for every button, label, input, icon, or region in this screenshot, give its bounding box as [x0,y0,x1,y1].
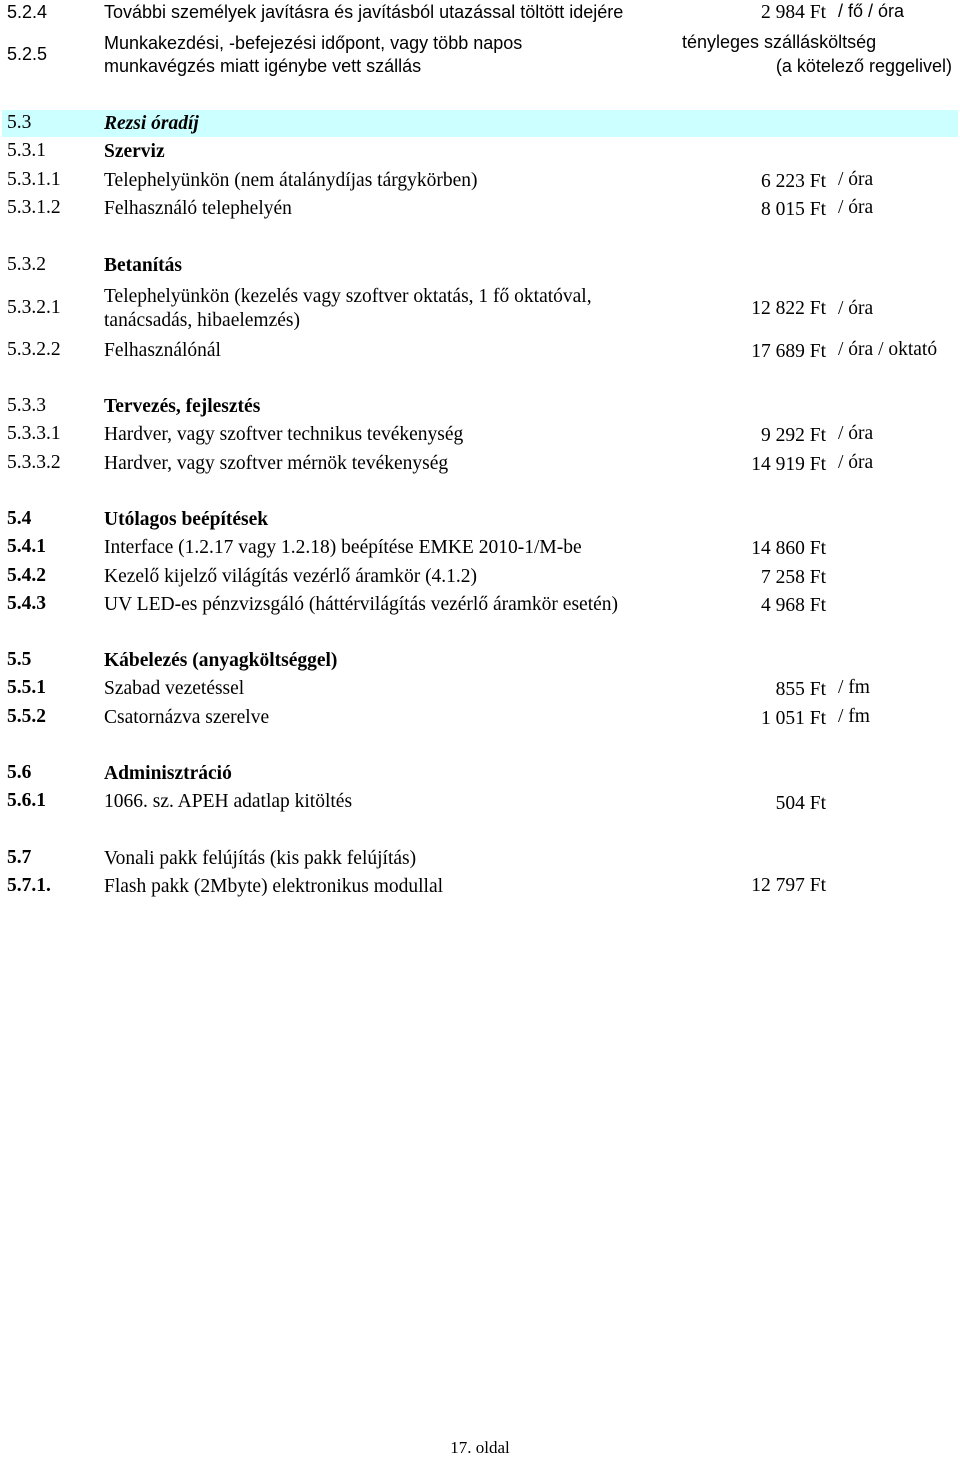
row-number: 5.3.3.2 [7,452,61,473]
row-number: 5.6 [7,762,32,783]
row-description: Csatornázva szerelve [104,707,270,728]
row-description: Felhasználónál [104,340,221,361]
row-number: 5.3.2.1 [7,297,61,318]
row-price: 17 689 Ft [751,341,826,362]
section-title: Rezsi óradíj [104,113,199,134]
row-number: 5.4.2 [7,565,46,586]
row-description: 1066. sz. APEH adatlap kitöltés [104,791,353,812]
row-number: 5.7 [7,847,32,868]
accommodation-note-line-1: tényleges szállásköltség [682,32,877,52]
row-number: 5.7.1. [7,875,51,896]
section-title: Utólagos beépítések [104,509,269,530]
row-description: További személyek javításra és javításból utazással töltött idejére [104,2,624,22]
row-number: 5.4.3 [7,593,46,614]
accommodation-note-line-2: (a kötelező reggelivel) [775,56,952,76]
row-number: 5.3.3 [7,395,46,416]
row-number: 5.3.3.1 [7,423,61,444]
row-unit: / óra [838,298,874,319]
row-unit: / fm [838,706,870,727]
section-title: Szerviz [104,141,165,162]
row-price: 14 860 Ft [751,538,826,559]
row-description: Kezelő kijelző világítás vezérlő áramkör (4.1.2) [104,566,478,587]
row-price: 12 822 Ft [751,298,826,319]
row-unit: / óra [838,452,874,473]
row-number: 5.2.4 [7,2,48,22]
row-description: Szabad vezetéssel [104,678,245,699]
row-description-line-2: munkavégzés miatt igénybe vett szállás [104,56,422,76]
row-unit: / óra [838,169,874,190]
row-unit: / óra [838,197,874,218]
row-number: 5.4 [7,508,32,529]
row-description: Flash pakk (2Mbyte) elektronikus modullal [104,876,444,897]
row-number: 5.3.1.2 [7,197,61,218]
row-price: 12 797 Ft [751,875,826,896]
row-number: 5.2.5 [7,44,48,64]
row-description: Interface (1.2.17 vagy 1.2.18) beépítése EMKE 2010-1/M-be [104,537,582,558]
row-description-line-1: Munkakezdési, -befejezési időpont, vagy több napos [104,33,523,53]
row-price: 8 015 Ft [760,199,826,220]
row-number: 5.6.1 [7,790,46,811]
row-description: UV LED-es pénzvizsgáló (háttérvilágítás vezérlő áramkör esetén) [104,594,619,615]
section-title: Tervezés, fejlesztés [104,396,261,417]
row-number: 5.5.1 [7,677,46,698]
row-unit: / fő / óra [838,1,905,21]
row-price: 2 984 Ft [760,2,826,23]
row-price: 855 Ft [775,679,826,700]
row-number: 5.5 [7,649,32,670]
row-description: Hardver, vagy szoftver mérnök tevékenység [104,453,449,474]
row-price: 7 258 Ft [760,567,826,588]
row-number: 5.3.2 [7,254,46,275]
row-price: 6 223 Ft [760,171,826,192]
section-title: Kábelezés (anyagköltséggel) [104,650,338,671]
row-unit: / fm [838,677,870,698]
row-number: 5.3.2.2 [7,339,61,360]
row-price: 9 292 Ft [760,425,826,446]
row-description: Felhasználó telephelyén [104,198,292,219]
row-unit: / óra [838,423,874,444]
page-number: 17. oldal [450,1438,510,1457]
row-number: 5.3.1 [7,140,46,161]
row-description: Hardver, vagy szoftver technikus tevékenység [104,424,464,445]
section-title: Betanítás [104,255,182,276]
row-number: 5.5.2 [7,706,46,727]
row-number: 5.3 [7,112,32,133]
section-title: Adminisztráció [104,763,232,784]
row-description: Telephelyünkön (nem átalánydíjas tárgykörben) [104,170,478,191]
row-price: 504 Ft [775,793,826,814]
row-price: 14 919 Ft [751,454,826,475]
row-price: 4 968 Ft [760,595,826,616]
row-description-line-1: Telephelyünkön (kezelés vagy szoftver oktatás, 1 fő oktatóval, [104,286,592,307]
row-price: 1 051 Ft [760,708,826,729]
row-description-line-2: tanácsadás, hibaelemzés) [104,310,300,331]
row-unit: / óra / oktató [838,339,938,360]
row-number: 5.4.1 [7,536,46,557]
section-title: Vonali pakk felújítás (kis pakk felújítás) [104,848,417,869]
row-number: 5.3.1.1 [7,169,61,190]
